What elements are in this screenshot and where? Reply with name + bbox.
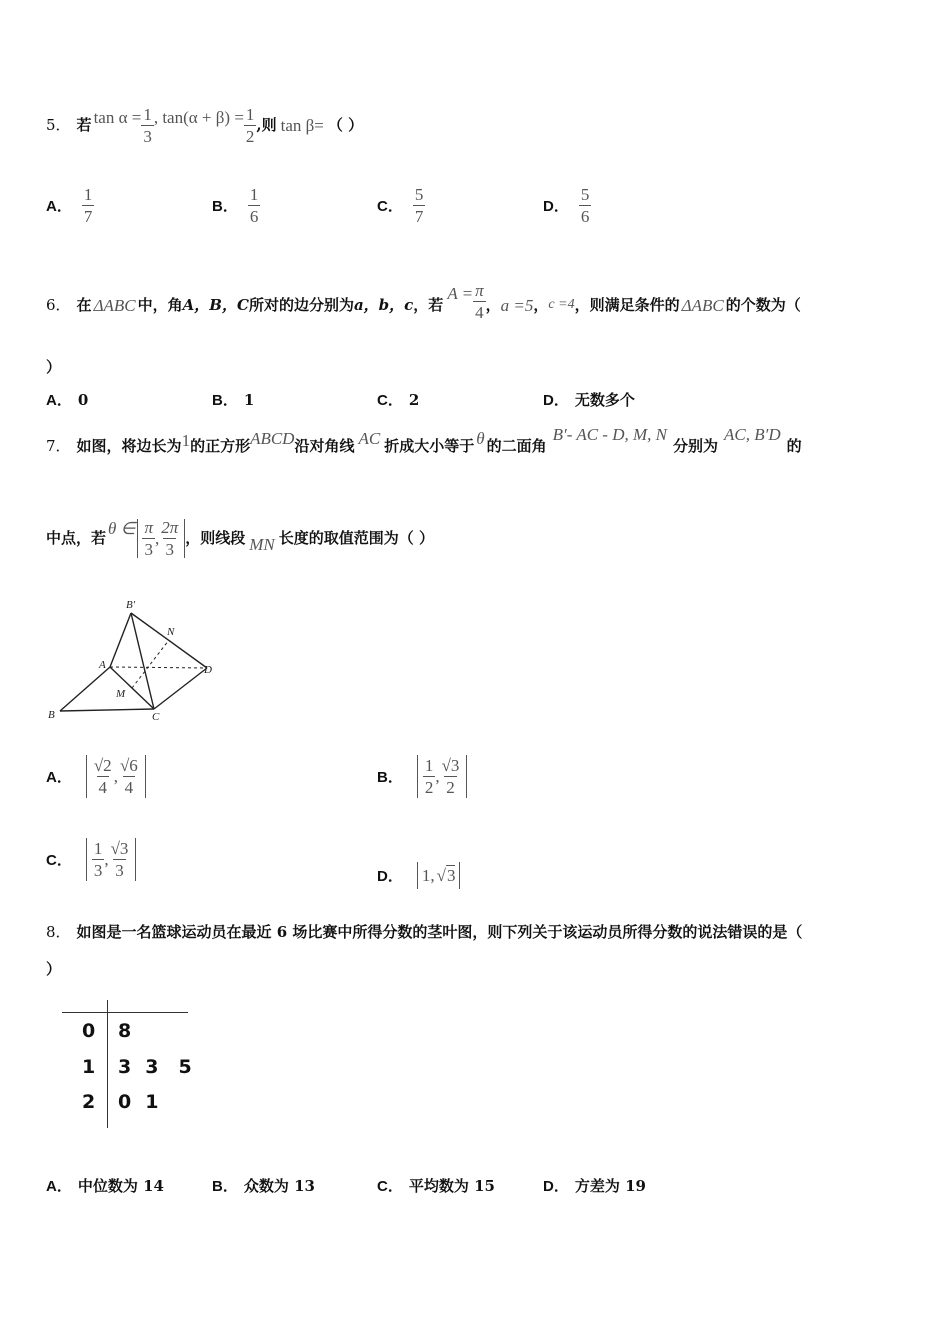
comma: , <box>435 766 440 786</box>
frac-num: 1 <box>83 185 93 204</box>
q6-text: 所对的边分别为 <box>248 295 354 314</box>
label-b: B <box>48 709 55 721</box>
q6-option-c[interactable] <box>377 393 419 408</box>
q5-prefix: 若 <box>76 115 92 134</box>
q7-text: ，则线段 <box>185 528 246 547</box>
frac-num: √3 <box>441 756 460 775</box>
q6-text: 的个数为（ <box>725 295 801 314</box>
frac-pi-3 <box>142 519 155 558</box>
q7-number: 7． <box>46 436 71 455</box>
q7-one: 1 <box>181 430 191 450</box>
option-label: D． <box>543 1178 569 1195</box>
stem-leaf-plot <box>62 1000 192 1130</box>
frac-num: 1 <box>249 185 259 204</box>
q5-number: 5． <box>46 115 71 134</box>
q7-stem-line1 <box>46 424 802 468</box>
frac-num: √2 <box>93 756 112 775</box>
q5-option-b[interactable] <box>212 186 260 225</box>
q5-frac-one-half <box>244 106 257 145</box>
q5-frac2-num: 1 <box>245 104 255 124</box>
q7-abcd: ABCD <box>250 428 295 448</box>
frac-num: 5 <box>580 185 590 204</box>
stem-leaf-row <box>82 1056 95 1078</box>
frac-den: 3 <box>115 861 124 880</box>
q6-close-paren: ） <box>46 358 62 376</box>
option-interval <box>86 838 137 881</box>
option-label: D． <box>543 392 569 409</box>
option-interval <box>417 862 461 889</box>
q6-text: 在 <box>76 295 92 314</box>
label-n: N <box>167 626 175 638</box>
frac-num: π <box>475 280 484 300</box>
q5-option-d[interactable] <box>543 186 591 225</box>
q5-tan-alpha: tan α = <box>93 107 142 127</box>
q8-option-c[interactable] <box>377 1179 495 1194</box>
q7-text: 折成大小等于 <box>384 436 475 455</box>
option-interval <box>417 755 468 798</box>
interval-high: 3 <box>446 866 456 885</box>
stem-value: 0 <box>82 1020 96 1042</box>
q8-close-paren: ） <box>46 960 62 978</box>
option-interval <box>86 755 146 798</box>
stem-value: 1 <box>82 1056 96 1078</box>
q5-option-a[interactable] <box>46 186 94 225</box>
q6-angles: A，B，C <box>182 295 249 314</box>
q6-comma: ， <box>485 295 501 314</box>
label-m: M <box>116 688 126 700</box>
option-label: B． <box>212 392 238 409</box>
q7-option-d[interactable] <box>377 862 460 889</box>
q7-option-c[interactable] <box>46 838 136 881</box>
q7-text: 分别为 <box>672 436 718 455</box>
q5-frac1-num: 1 <box>143 104 152 124</box>
q6-option-a[interactable] <box>46 393 88 408</box>
q6-sides: a，b，c <box>353 295 414 314</box>
q8-text: 如图是一名篮球运动员在最近 6 场比赛中所得分数的茎叶图，则下列关于该运动员所得分数的说法错误的是（ <box>76 923 803 941</box>
q6-comma: ， <box>533 295 549 314</box>
label-c: C <box>152 711 160 723</box>
frac-den: 3 <box>144 539 153 559</box>
frac-den: 3 <box>93 861 103 880</box>
q6-text: ，则满足条件的 <box>574 295 680 314</box>
frac-den: 2 <box>446 778 455 797</box>
label-a: A <box>99 659 106 671</box>
option-label: A． <box>46 198 72 215</box>
leaf-value: 3 <box>145 1056 159 1078</box>
q6-a-eq: a =5 <box>500 295 534 315</box>
option-text: 中位数为 14 <box>77 1177 164 1195</box>
stem-leaf-leaves <box>118 1056 192 1078</box>
q7-theta-range <box>137 519 185 558</box>
q5-stem <box>46 100 363 150</box>
q6-c-eq: c =4 <box>548 297 575 312</box>
option-fraction <box>82 186 95 225</box>
edge-a-d-dashed <box>110 667 207 668</box>
stem-leaf-row <box>82 1020 95 1042</box>
leaf-value: 8 <box>118 1020 132 1042</box>
sqrt-symbol: √ <box>436 865 446 885</box>
q8-option-d[interactable] <box>543 1179 646 1194</box>
option-text: 平均数为 15 <box>408 1177 495 1195</box>
edge-a-b <box>60 667 110 711</box>
option-text: 无数多个 <box>574 391 635 409</box>
leaf-value: 1 <box>145 1091 159 1113</box>
option-text: 0 <box>77 391 89 409</box>
option-label: C． <box>377 392 403 409</box>
edge-c-d <box>154 668 207 709</box>
leaf-value: 0 <box>118 1091 132 1113</box>
frac-den: 7 <box>83 207 93 226</box>
frac-den: 6 <box>249 207 259 226</box>
q7-text: 的 <box>786 436 802 455</box>
frac-den: 7 <box>414 207 424 226</box>
q5-paren: （ ） <box>327 115 364 134</box>
option-text: 众数为 13 <box>243 1177 315 1195</box>
edge-bp-a <box>110 613 131 667</box>
option-label: A． <box>46 769 72 786</box>
frac-den: 3 <box>165 539 174 559</box>
interval-low <box>92 840 105 879</box>
option-label: D． <box>543 198 569 215</box>
stem-leaf-leaves <box>118 1020 131 1042</box>
q7-mn: MN <box>249 534 275 554</box>
frac-num: √3 <box>110 839 129 858</box>
interval-high <box>109 840 131 879</box>
interval-low <box>92 757 114 796</box>
q8-stem <box>46 925 802 940</box>
q8-number: 8． <box>46 923 71 941</box>
q7-option-a[interactable] <box>46 755 146 798</box>
frac-num: π <box>144 517 153 537</box>
q7-text: 的二面角 <box>486 436 547 455</box>
option-fraction <box>413 186 426 225</box>
q6-option-d[interactable] <box>543 393 635 408</box>
q7-text: 沿对角线 <box>294 436 355 455</box>
frac-num: 1 <box>93 839 103 858</box>
option-label: A． <box>46 392 72 409</box>
frac-num: √6 <box>119 756 138 775</box>
frac-den: 4 <box>124 778 134 797</box>
interval-high <box>440 757 462 796</box>
option-fraction <box>579 186 592 225</box>
frac-den: 4 <box>475 302 484 322</box>
q6-number: 6． <box>46 295 71 314</box>
frac-den: 6 <box>580 207 590 226</box>
option-label: C． <box>46 852 72 869</box>
q6-stem <box>46 270 801 340</box>
option-label: B． <box>212 198 238 215</box>
interval-low: 1, <box>421 865 435 885</box>
q5-frac-one-third <box>141 106 154 145</box>
q7-theta-in: θ ∈ <box>108 518 136 538</box>
frac-num: 5 <box>414 185 424 204</box>
q6-triangle: ΔABC <box>681 295 724 315</box>
interval-low <box>423 757 436 796</box>
q5-then: ,则 <box>256 115 277 134</box>
q6-triangle: ΔABC <box>93 295 136 315</box>
option-text: 方差为 19 <box>574 1177 646 1195</box>
frac-num: 1 <box>424 756 434 775</box>
option-label: B． <box>377 769 403 786</box>
q7-midpoints: AC, B′D <box>724 424 781 444</box>
option-label: C． <box>377 1178 403 1195</box>
q7-stem-line2 <box>46 510 434 566</box>
q6-text: 中，角 <box>137 295 183 314</box>
q7-text: 中点，若 <box>46 528 107 547</box>
option-label: C． <box>377 198 403 215</box>
leaf-value: 3 <box>118 1056 132 1078</box>
q8-option-b[interactable] <box>212 1179 315 1194</box>
option-label: A． <box>46 1178 72 1195</box>
q7-dihedral: B′- AC - D, M, N <box>552 424 667 444</box>
option-fraction <box>248 186 261 225</box>
q7-option-b[interactable] <box>377 755 467 798</box>
comma: , <box>104 849 109 869</box>
label-bprime: B′ <box>126 599 136 611</box>
q6-A-eq: A = <box>447 283 474 303</box>
option-text: 2 <box>408 391 420 409</box>
q7-text: 的正方形 <box>190 436 251 455</box>
leaf-value: 5 <box>178 1056 192 1078</box>
segment-mn-dashed <box>132 640 169 688</box>
q7-figure <box>40 592 240 727</box>
q5-tan-sum: , tan(α + β) = <box>153 107 244 127</box>
stem-leaf-row <box>82 1091 95 1113</box>
q6-option-b[interactable] <box>212 393 254 408</box>
label-d: D <box>204 664 212 676</box>
frac-den: 2 <box>424 778 434 797</box>
comma: , <box>113 766 118 786</box>
q6-text: ，若 <box>413 295 444 314</box>
frac-num: 2π <box>161 517 179 537</box>
edge-b-c <box>60 709 154 711</box>
frac-2pi-3 <box>159 519 180 558</box>
comma: , <box>154 528 160 548</box>
q5-frac2-den: 2 <box>245 126 255 146</box>
q6-pi-over-4 <box>473 282 486 321</box>
stem-value: 2 <box>82 1091 96 1113</box>
q5-frac1-den: 3 <box>143 126 152 146</box>
frac-den: 4 <box>98 778 108 797</box>
q5-option-c[interactable] <box>377 186 425 225</box>
option-text: 1 <box>243 391 255 409</box>
stem-leaf-vline <box>107 1000 108 1128</box>
option-label: B． <box>212 1178 238 1195</box>
q7-theta: θ <box>476 428 485 448</box>
q5-tan-beta: tan β= <box>280 115 324 135</box>
stem-leaf-leaves <box>118 1091 158 1113</box>
interval-high <box>118 757 140 796</box>
q7-ac: AC <box>358 428 381 448</box>
q8-option-a[interactable] <box>46 1179 164 1194</box>
q7-text: 如图，将边长为 <box>76 436 182 455</box>
q7-text: 长度的取值范围为（ ） <box>278 528 434 547</box>
stem-leaf-hline <box>62 1012 188 1013</box>
option-label: D． <box>377 868 403 885</box>
